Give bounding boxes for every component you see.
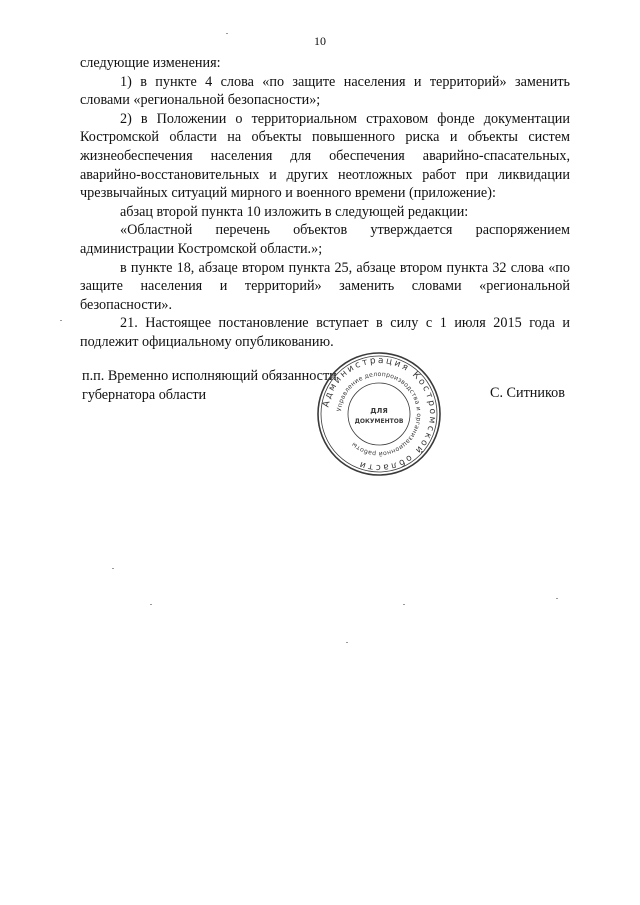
paragraph-paragraph-10: абзац второй пункта 10 изложить в следующей редакции: (120, 203, 469, 220)
signatory-name: С. Ситников (490, 385, 565, 401)
scan-speck (150, 604, 152, 605)
paragraph-item-2: 2) в Положении о территориальном страховом фонде документации Костромской области на объекты повышенного риска и объекты систем жизнеобеспечения населения для обеспечения аварийно-спасательных, аварийно-восстановительных и других неотложных работ при ликвидации чрезвычайных ситуаций мирного и военного времени (приложение): (80, 110, 570, 202)
signatory-position (82, 367, 337, 405)
page-number: 10 (314, 34, 326, 48)
seal-inner-text: Управление делопроизводства и организационной работы (336, 370, 423, 458)
scan-speck (556, 598, 558, 599)
paragraph-intro: следующие изменения: (80, 55, 221, 71)
scan-speck (226, 33, 228, 34)
paragraph-quote: «Областной перечень объектов утверждается распоряжением администрации Костромской области.»; (80, 222, 570, 257)
scan-speck (60, 320, 62, 321)
seal-center-line1: ДЛЯ (370, 407, 388, 415)
signatory-position-line1: п.п. Временно исполняющий обязанности (82, 368, 337, 384)
seal-outer-text: Администрация Костромской области (321, 355, 438, 473)
seal-center-line2: ДОКУМЕНТОВ (354, 418, 404, 425)
paragraph-item-21: 21. Настоящее постановление вступает в силу с 1 июля 2015 года и подлежит официальному опубликованию. (80, 315, 570, 350)
scan-speck (346, 642, 348, 643)
scan-speck (112, 568, 114, 569)
official-seal (316, 351, 442, 477)
signatory-position-line2: губернатора области (82, 387, 207, 403)
document-body (80, 54, 570, 352)
scan-speck (403, 604, 405, 605)
paragraph-item-1: 1) в пункте 4 слова «по защите населения и территорий» заменить словами «региональной безопасности»; (80, 73, 570, 109)
paragraph-points-18-25-32: в пункте 18, абзаце втором пункта 25, абзаце втором пункта 32 слова «по защите населения и территорий» заменить словами «региональной безопасности». (80, 259, 570, 313)
